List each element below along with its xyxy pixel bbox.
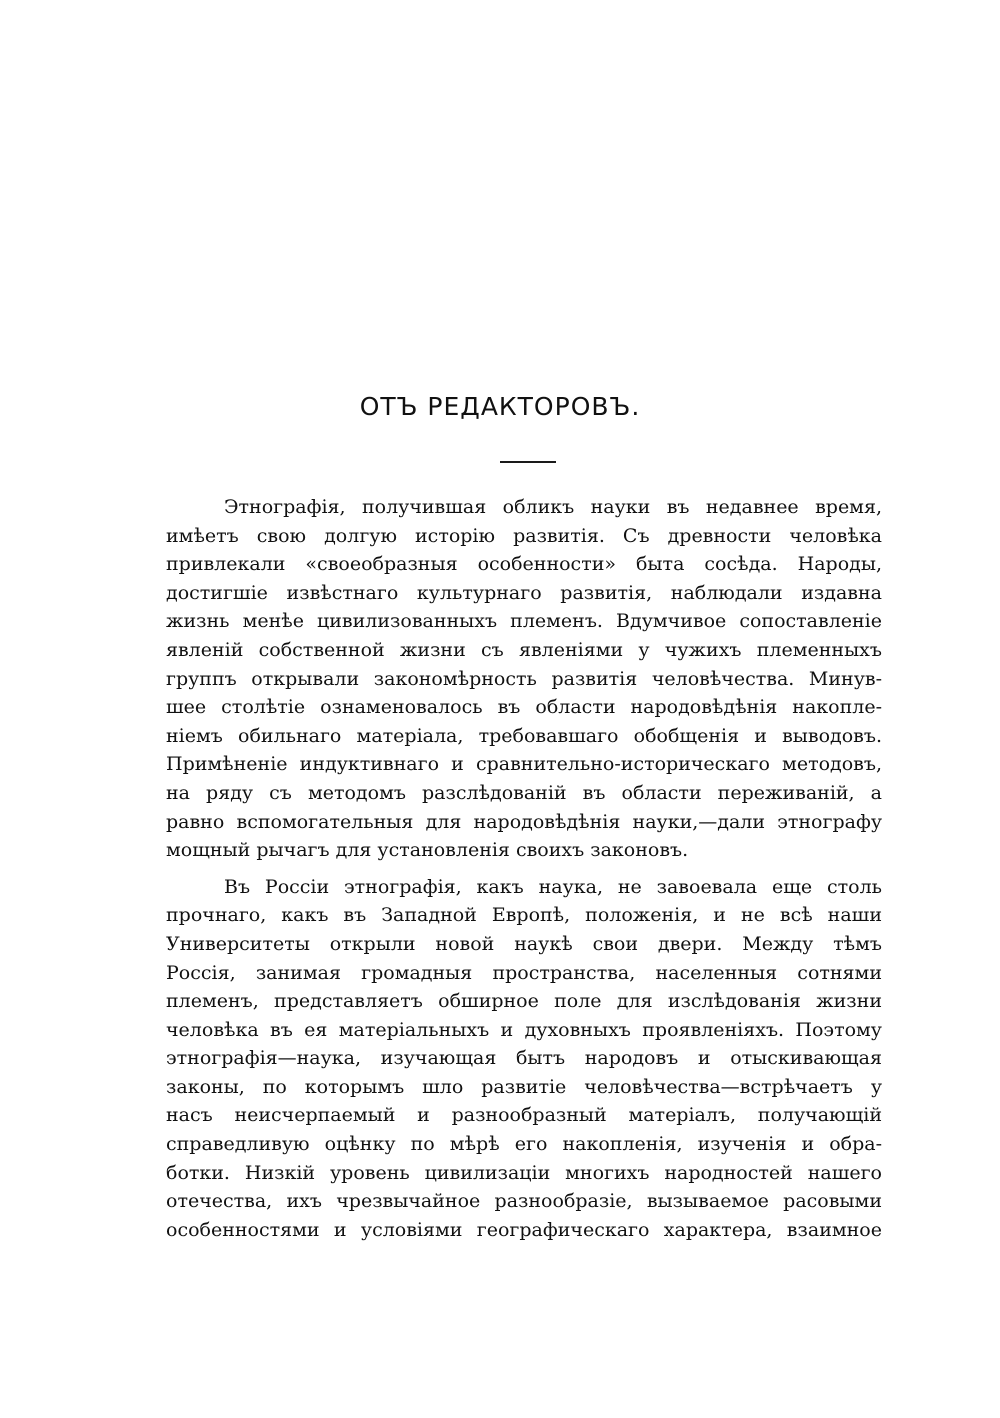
title-rule — [500, 461, 556, 463]
text-line: Россія, занимая громадныя пространства, населенныя сотнями — [166, 961, 882, 984]
text-line: ботки. Низкій уровень цивилизаціи многихъ народностей нашего — [166, 1161, 882, 1184]
text-line: шее столѣтіе ознаменовалось въ области народовѣдѣнія накопле- — [166, 696, 882, 719]
text-line: мощный рычагъ для установленія своихъ законовъ. — [166, 839, 689, 862]
text-line: особенностями и условіями географическаго характера, взаимное — [166, 1218, 882, 1241]
body-text — [166, 493, 882, 1244]
text-line: Примѣненіе индуктивнаго и сравнительно-историческаго методовъ, — [166, 753, 882, 776]
text-line: Университеты открыли новой наукѣ свои двери. Между тѣмъ — [166, 932, 882, 955]
text-line: на ряду съ методомъ разслѣдованій въ области переживаній, а — [166, 781, 882, 804]
page-title: ОТЪ РЕДАКТОРОВЪ. — [359, 392, 641, 421]
text-line: справедливую оцѣнку по мѣрѣ его накопленія, изученія и обра- — [166, 1133, 882, 1156]
text-line: человѣка въ ея матеріальныхъ и духовныхъ проявленіяхъ. Поэтому — [166, 1018, 882, 1041]
text-line: законы, по которымъ шло развитіе человѣчества—встрѣчаетъ у — [166, 1075, 882, 1098]
text-line: Въ Россіи этнографія, какъ наука, не завоевала еще столь — [224, 875, 882, 898]
text-line: прочнаго, какъ въ Западной Европѣ, положенія, и не всѣ наши — [166, 904, 882, 927]
text-line: явленій собственной жизни съ явленіями у чужихъ племенныхъ — [166, 638, 882, 661]
text-line: ніемъ обильнаго матеріала, требовавшаго обобщенія и выводовъ. — [166, 724, 882, 747]
paragraph-gap — [166, 865, 882, 873]
text-line: равно вспомогательныя для народовѣдѣнія науки,—дали этнографу — [166, 810, 882, 833]
text-line: отечества, ихъ чрезвычайное разнообразіе, вызываемое расовыми — [166, 1190, 882, 1213]
text-line: этнографія—наука, изучающая бытъ народовъ и отыскивающая — [166, 1047, 882, 1070]
text-line: имѣетъ свою долгую исторію развитія. Съ древности человѣка — [166, 524, 882, 547]
text-line: Этнографія, получившая обликъ науки въ недавнее время, — [224, 496, 882, 518]
text-line: племенъ, представляетъ обширное поле для изслѣдованія жизни — [166, 990, 882, 1013]
text-line: привлекали «своеобразныя особенности» быта сосѣда. Народы, — [166, 553, 882, 576]
text-line: группъ открывали закономѣрность развитія человѣчества. Минув- — [166, 667, 882, 690]
text-line: насъ неисчерпаемый и разнообразный матеріалъ, получающій — [166, 1104, 882, 1127]
text-line: достигшіе извѣстнаго культурнаго развитія, наблюдали издавна — [166, 581, 882, 604]
text-line: жизнь менѣе цивилизованныхъ племенъ. Вдумчивое сопоставленіе — [166, 610, 882, 633]
